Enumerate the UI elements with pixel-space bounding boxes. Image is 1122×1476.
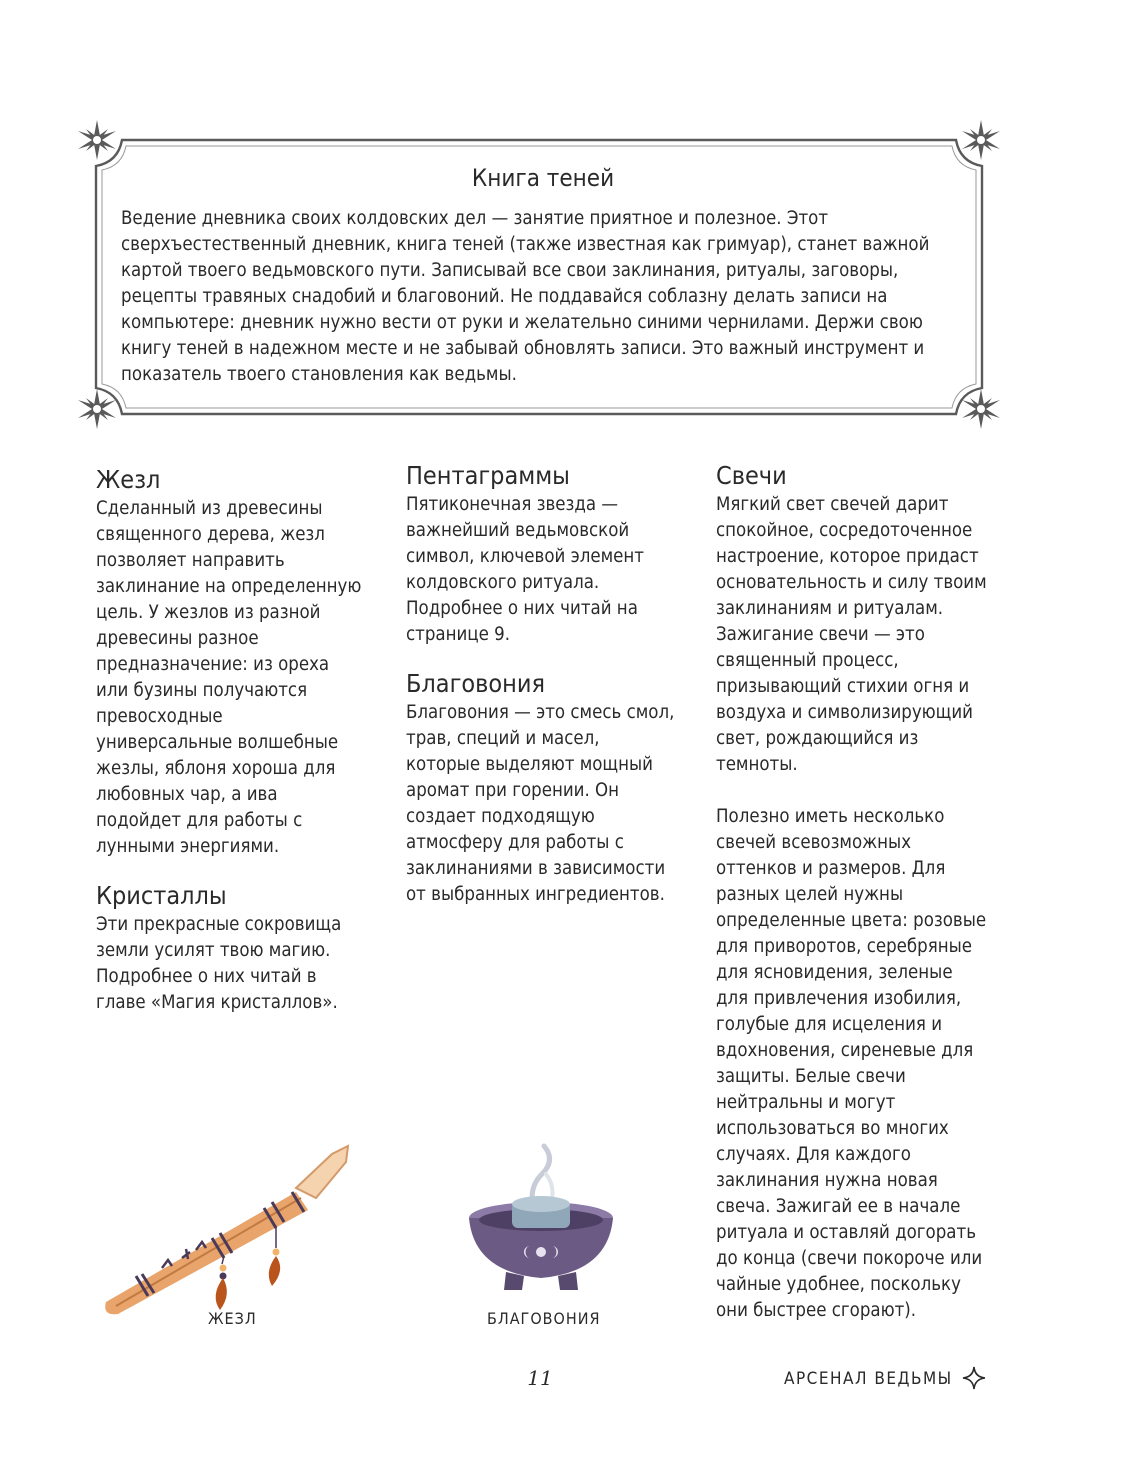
column-3 — [716, 460, 988, 1324]
starburst-icon — [962, 389, 1000, 429]
section-text-candles-2: Полезно иметь несколько свечей всевозможных оттенков и размеров. Для разных целей нужны определенные цвета: розовые для приворотов, серебряные для ясновидения, зеленые для привлечения изобилия, голубые для исцеления и вдохновения, сиреневые для защиты. Белые свечи нейтральны и могут использоваться во многих случаях. Для каждого заклинания нужна новая свеча. Зажигай ее в начале ритуала и оставляй догорать до конца (свечи покороче или чайные удобнее, поскольку они быстрее сгорают). — [716, 806, 987, 1321]
running-head: АРСЕНАЛ ВЕДЬМЫ — [784, 1369, 953, 1389]
starburst-icon — [962, 120, 1000, 160]
column-2 — [406, 460, 678, 908]
sidebar-title: Книга теней — [471, 164, 615, 192]
starburst-icon — [78, 389, 116, 429]
section-text-candles-1: Мягкий свет свечей дарит спокойное, сосредоточенное настроение, которое придаст основательность и силу твоим заклинаниям и ритуалам. Зажигание свечи — это священный процесс, призывающий стихии огня и воздуха и символизирующий свет, рождающийся из темноты. — [716, 494, 987, 775]
section-text-crystals: Эти прекрасные сокровища земли усилят твою магию. Подробнее о них читай в главе «Магия кристаллов». — [96, 914, 342, 1013]
wand-illustration — [96, 1136, 366, 1316]
sidebar-text: Ведение дневника своих колдовских дел — занятие приятное и полезное. Этот сверхъестественный дневник, книга теней (также известная как гримуар), станет важной картой твоего ведьмовского пути. Записывай все свои заклинания, ритуалы, заговоры, рецепты травяных снадобий и благовоний. Не поддавайся соблазну делать записи на компьютере: дневник нужно вести от руки и желательно синими чернилами. Держи свою книгу теней в надежном месте и не забывай обновлять записи. Это важный инструмент и показатель твоего становления как ведьмы. — [121, 208, 930, 385]
section-title-incense: Благовония — [406, 669, 546, 698]
section-text-pentagrams: Пятиконечная звезда — важнейший ведьмовской символ, ключевой элемент колдовского ритуала. Подробнее о них читай на странице 9. — [406, 494, 644, 645]
starburst-icon — [78, 120, 116, 160]
caption-incense: БЛАГОВОНИЯ — [487, 1309, 601, 1328]
section-text-wand: Сделанный из древесины священного дерева, жезл позволяет направить заклинание на определенную цель. У жезлов из разной древесины разное предназначение: из ореха или бузины получаются превосходные универсальные волшебные жезлы, яблоня хороша для любовных чар, а ива подойдет для работы с лунными энергиями. — [96, 498, 362, 857]
incense-illustration — [466, 1140, 616, 1300]
section-title-crystals: Кристаллы — [96, 881, 227, 910]
page-number: 11 — [527, 1366, 553, 1390]
section-title-wand: Жезл — [96, 465, 161, 494]
caption-wand: ЖЕЗЛ — [208, 1309, 257, 1328]
four-point-star-icon — [962, 1366, 986, 1390]
section-text-incense: Благовония — это смесь смол, трав, специй и масел, которые выделяют мощный аромат при горении. Он создает подходящую атмосферу для работы с заклинаниями в зависимости от выбранных ингредиентов. — [406, 702, 675, 905]
section-title-pentagrams: Пентаграммы — [406, 461, 570, 490]
section-title-candles: Свечи — [716, 461, 787, 490]
column-1 — [96, 464, 364, 1016]
